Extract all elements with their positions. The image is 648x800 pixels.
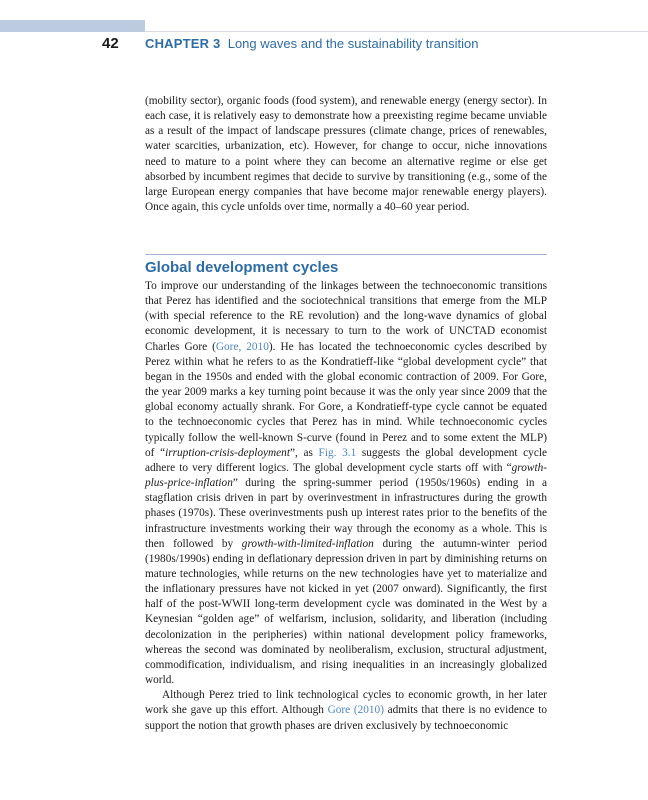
figure-link[interactable]: Fig. 3.1	[318, 446, 357, 459]
intro-paragraph: (mobility sector), organic foods (food system), and renewable energy (energy sector). In each case, it is relatively easy to demonstrate how a preexisting regime became unviable as a result of the impact of landscape pressures (climate change, prices of renewables, water scarcities, urbanization, etc). However, for change to occur, niche innovations need to mature to a point where they can become an alternative regime or else get absorbed by incumbent regimes that decide to survive by transitioning (e.g., some of the large European energy companies that have become major renewable energy players). Once again, this cycle unfolds over time, normally a 40–60 year period.	[145, 95, 547, 214]
running-head	[0, 34, 648, 56]
section-divider	[145, 254, 547, 255]
body-paragraph: To improve our understanding of the linkages between the technoeconomic transitions that Perez has identified and the sociotechnical transitions that emerge from the MLP (with special reference to the RE revolution) and the long-wave dynamics of global economic development, it is necessary to turn to the work of UNCTAD economist Charles Gore (Gore, 2010). He has located the technoeconomic cycles described by Perez within what he refers to as the Kondratieff-like “global development cycle” that began in the 1950s and ended with the global economic contraction of 2009. For Gore, the year 2009 marks a key turning point because it was the only year since 2009 that the global economy actually shrank. For Gore, a Kondratieff-type cycle cannot be equated to the technoeconomic cycles that Perez has in mind. While technoeconomic cycles typically follow the well-known S-curve (found in Perez and to some extent the MLP) of “irruption-crisis-deployment”, as Fig. 3.1 suggests the global development cycle adhere to very different logics. The global development cycle starts off with “growth-plus-price-inflation” during the spring-summer period (1950s/1960s) ending in a stagflation crisis driven in part by overinvestment in infrastructures during the growth phases (1970s). These overinvestments push up interest rates prior to the benefits of the infrastructure investments working their way through the economy as a whole. This is then followed by growth-with-limited-inflation during the autumn-winter period (1980s/1990s) ending in deflationary depression driven in part by diminishing returns on mature technologies, while returns on the new technologies have yet to materialize and the inflationary pressures have not kicked in yet (2007 onward). Significantly, the first half of the post-WWII long-term development cycle was dominated in the West by a Keynesian “golden age” of welfarism, inclusion, solidarity, and liberation (including decolonization in the peripheries) within national development policy frameworks, whereas the second was dominated by neoliberalism, exclusion, structural adjustment, commodification, individualism, and rising inequalities in an increasingly globalized world.	[145, 280, 548, 687]
section-heading: Global development cycles	[145, 259, 339, 276]
chapter-number: CHAPTER 3	[145, 36, 221, 51]
section-body	[145, 279, 547, 734]
chapter-name: Long waves and the sustainability transition	[227, 36, 479, 51]
header-rule	[145, 31, 648, 32]
page-number: 42	[102, 35, 119, 52]
chapter-title	[145, 36, 478, 51]
body-paragraph: Although Perez tried to link technological cycles to economic growth, in her later work she gave up this effort. Although Gore (2010) admits that there is no evidence to support the notion that growth phases are driven exclusively by technoeconomic	[145, 689, 548, 732]
header-accent-bar	[0, 20, 145, 32]
citation-link[interactable]: Gore (2010)	[327, 704, 384, 717]
citation-link[interactable]: Gore, 2010	[215, 340, 269, 353]
